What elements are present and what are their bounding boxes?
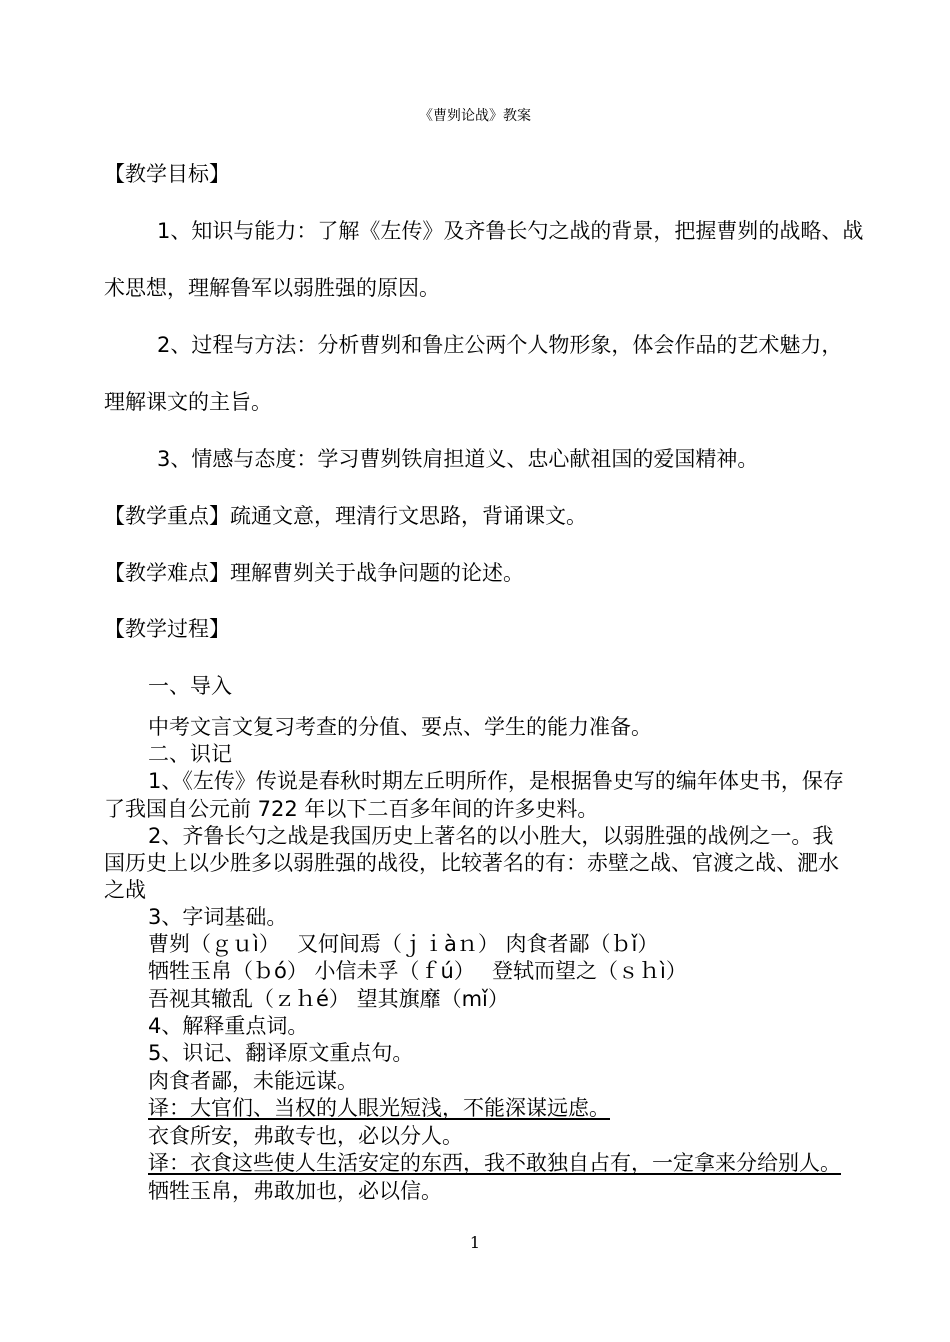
objective-2-line-1: 2、过程与方法：分析曹刿和鲁庄公两个人物形象，体会作品的艺术魅力， bbox=[157, 333, 843, 357]
paragraph-3: 3、字词基础。 bbox=[148, 905, 288, 929]
process-heading: 【教学过程】 bbox=[104, 617, 230, 641]
difficulty: 【教学难点】理解曹刿关于战争问题的论述。 bbox=[104, 561, 524, 585]
vocab-line-1: 曹刿（ｇｕì） 又何间焉（ｊｉàｎ） 肉食者鄙（ｂǐ） bbox=[148, 932, 659, 956]
document-title: 《曹刿论战》教案 bbox=[419, 108, 531, 124]
step-1-heading: 一、导入 bbox=[148, 674, 232, 698]
sentence-2: 衣食所安，弗敢专也，必以分人。 bbox=[148, 1124, 463, 1148]
paragraph-4: 4、解释重点词。 bbox=[148, 1014, 309, 1038]
sentence-3: 牺牲玉帛，弗敢加也，必以信。 bbox=[148, 1179, 442, 1203]
vocab-line-3: 吾视其辙乱（ｚｈé） 望其旗靡（mǐ） bbox=[148, 987, 509, 1011]
sentence-1: 肉食者鄙，未能远谋。 bbox=[148, 1069, 358, 1093]
paragraph-2-line-2: 国历史上以少胜多以弱胜强的战役，比较著名的有：赤壁之战、官渡之战、淝水 bbox=[104, 851, 839, 875]
step-2-heading: 二、识记 bbox=[148, 742, 232, 766]
objective-1-line-1: 1、知识与能力：了解《左传》及齐鲁长勺之战的背景，把握曹刿的战略、战 bbox=[157, 219, 864, 243]
paragraph-2-line-3: 之战 bbox=[104, 878, 146, 902]
intro-text: 中考文言文复习考查的分值、要点、学生的能力准备。 bbox=[148, 715, 652, 739]
page-number: 1 bbox=[469, 1233, 481, 1252]
paragraph-5: 5、识记、翻译原文重点句。 bbox=[148, 1041, 414, 1065]
objective-3: 3、情感与态度：学习曹刿铁肩担道义、忠心献祖国的爱国精神。 bbox=[157, 447, 759, 471]
translation-2: 译：衣食这些使人生活安定的东西，我不敢独自占有，一定拿来分给别人。 bbox=[148, 1151, 841, 1175]
key-point: 【教学重点】疏通文意，理清行文思路，背诵课文。 bbox=[104, 504, 587, 528]
translation-1: 译：大官们、当权的人眼光短浅，不能深谋远虑。 bbox=[148, 1096, 610, 1120]
paragraph-2-line-1: 2、齐鲁长勺之战是我国历史上著名的以小胜大，以弱胜强的战例之一。我 bbox=[148, 824, 834, 848]
objective-2-line-2: 理解课文的主旨。 bbox=[104, 390, 272, 414]
paragraph-1-line-2: 了我国自公元前 722 年以下二百多年间的许多史料。 bbox=[104, 797, 599, 821]
paragraph-1-line-1: 1、《左传》传说是春秋时期左丘明所作，是根据鲁史写的编年体史书，保存 bbox=[148, 769, 844, 793]
vocab-line-2: 牺牲玉帛（ｂó） 小信未孚（ｆú） 登轼而望之（ｓｈì） bbox=[148, 959, 687, 983]
objective-1-line-2: 术思想，理解鲁军以弱胜强的原因。 bbox=[104, 276, 440, 300]
objectives-heading: 【教学目标】 bbox=[104, 162, 230, 186]
